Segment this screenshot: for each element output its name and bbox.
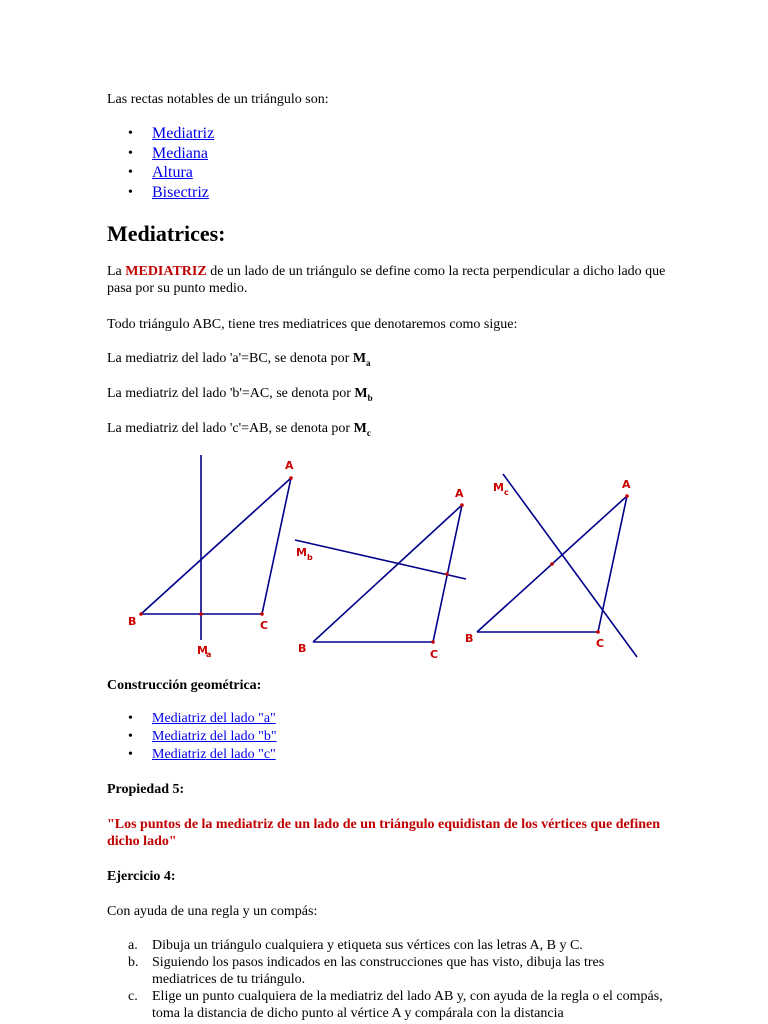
item-text: Siguiendo los pasos indicados en las construcciones que has visto, dibuja las tres mediatrices de tu triángulo. (152, 955, 605, 987)
item-text: Elige un punto cualquiera de la mediatriz del lado AB y, con ayuda de la regla o el compás, toma la distancia de dicho punto al vértice A y compárala con la distancia (152, 989, 663, 1021)
mediatrix-b-text: La mediatriz del lado 'b'=AC, se denota por (107, 386, 355, 401)
construccion-title: Construcción geométrica: (107, 678, 262, 693)
label-m: M (296, 546, 307, 559)
definition-term: MEDIATRIZ (125, 264, 207, 279)
mediatrix-c-text: La mediatriz del lado 'c'=AB, se denota por (107, 421, 354, 436)
definition-body: de un lado de un triángulo se define como la recta perpendicular a dicho lado que pasa por su punto medio. (107, 264, 666, 296)
vertex-point (460, 503, 464, 507)
section-heading: Mediatrices: (107, 221, 226, 246)
link-bisectriz[interactable]: Bisectriz (152, 183, 209, 201)
label-m: M (493, 481, 504, 494)
intro-text: Las rectas notables de un triángulo son: (107, 92, 329, 107)
vertex-point (596, 630, 600, 634)
link-mediatriz-b[interactable]: Mediatriz del lado "b" (152, 729, 277, 744)
side-ab (141, 478, 291, 614)
vertex-point (289, 476, 293, 480)
vertex-point (431, 640, 435, 644)
ejercicio-title: Ejercicio 4: (107, 869, 176, 884)
figure-mediatrix-a (141, 455, 291, 640)
label-a: A (455, 487, 464, 500)
side-ac (598, 496, 627, 632)
mediatrix-b-sub: b (367, 392, 373, 403)
propiedad-title: Propiedad 5: (107, 782, 185, 797)
vertex-point (260, 612, 264, 616)
item-marker: c. (128, 989, 138, 1004)
figure-mediatrix-c (477, 474, 637, 657)
mediatrix-line-c (503, 474, 637, 657)
label-b: B (298, 642, 307, 655)
label-b: B (128, 615, 137, 628)
label-sub-a: a (206, 650, 212, 659)
notation-sentence: Todo triángulo ABC, tiene tres mediatrices que denotaremos como sigue: (107, 317, 518, 332)
link-mediatriz[interactable]: Mediatriz (152, 125, 215, 142)
link-altura[interactable]: Altura (152, 164, 193, 181)
midpoint (199, 612, 203, 616)
label-c: C (596, 637, 605, 650)
link-mediatriz-a[interactable]: Mediatriz del lado "a" (152, 711, 276, 726)
figure-mediatrix-b (295, 505, 466, 642)
mediatrix-a-text: La mediatriz del lado 'a'=BC, se denota por (107, 351, 353, 366)
mediatrix-a-sub: a (366, 357, 371, 368)
mediatrix-c-sub: c (366, 427, 371, 438)
label-c: C (260, 619, 269, 632)
label-m: M (197, 644, 208, 657)
vertex-point (139, 612, 143, 616)
ejercicio-intro: Con ayuda de una regla y un compás: (107, 904, 318, 919)
mediatrix-line-b (295, 540, 466, 579)
side-ac (262, 478, 291, 614)
midpoint (445, 572, 449, 576)
midpoint (550, 562, 554, 566)
vertex-point (625, 494, 629, 498)
label-sub-c: c (504, 488, 509, 497)
link-mediatriz-c[interactable]: Mediatriz del lado "c" (152, 747, 276, 762)
mediatrix-b-symbol: M (354, 386, 368, 401)
label-a: A (285, 459, 294, 472)
propiedad-quote: "Los puntos de la mediatriz de un lado de un triángulo equidistan de los vértices que definen dicho lado" (107, 817, 661, 849)
link-mediana[interactable]: Mediana (152, 144, 208, 162)
item-marker: a. (128, 938, 138, 953)
label-b: B (465, 632, 474, 645)
mediatrix-a-symbol: M (352, 351, 367, 366)
label-c: C (430, 648, 439, 661)
label-a: A (622, 478, 631, 491)
item-marker: b. (128, 955, 139, 970)
item-text: Dibuja un triángulo cualquiera y etiqueta sus vértices con las letras A, B y C. (152, 938, 583, 953)
definition-prefix: La (107, 264, 126, 279)
label-sub-b: b (307, 553, 313, 562)
mediatrix-c-symbol: M (353, 421, 367, 436)
